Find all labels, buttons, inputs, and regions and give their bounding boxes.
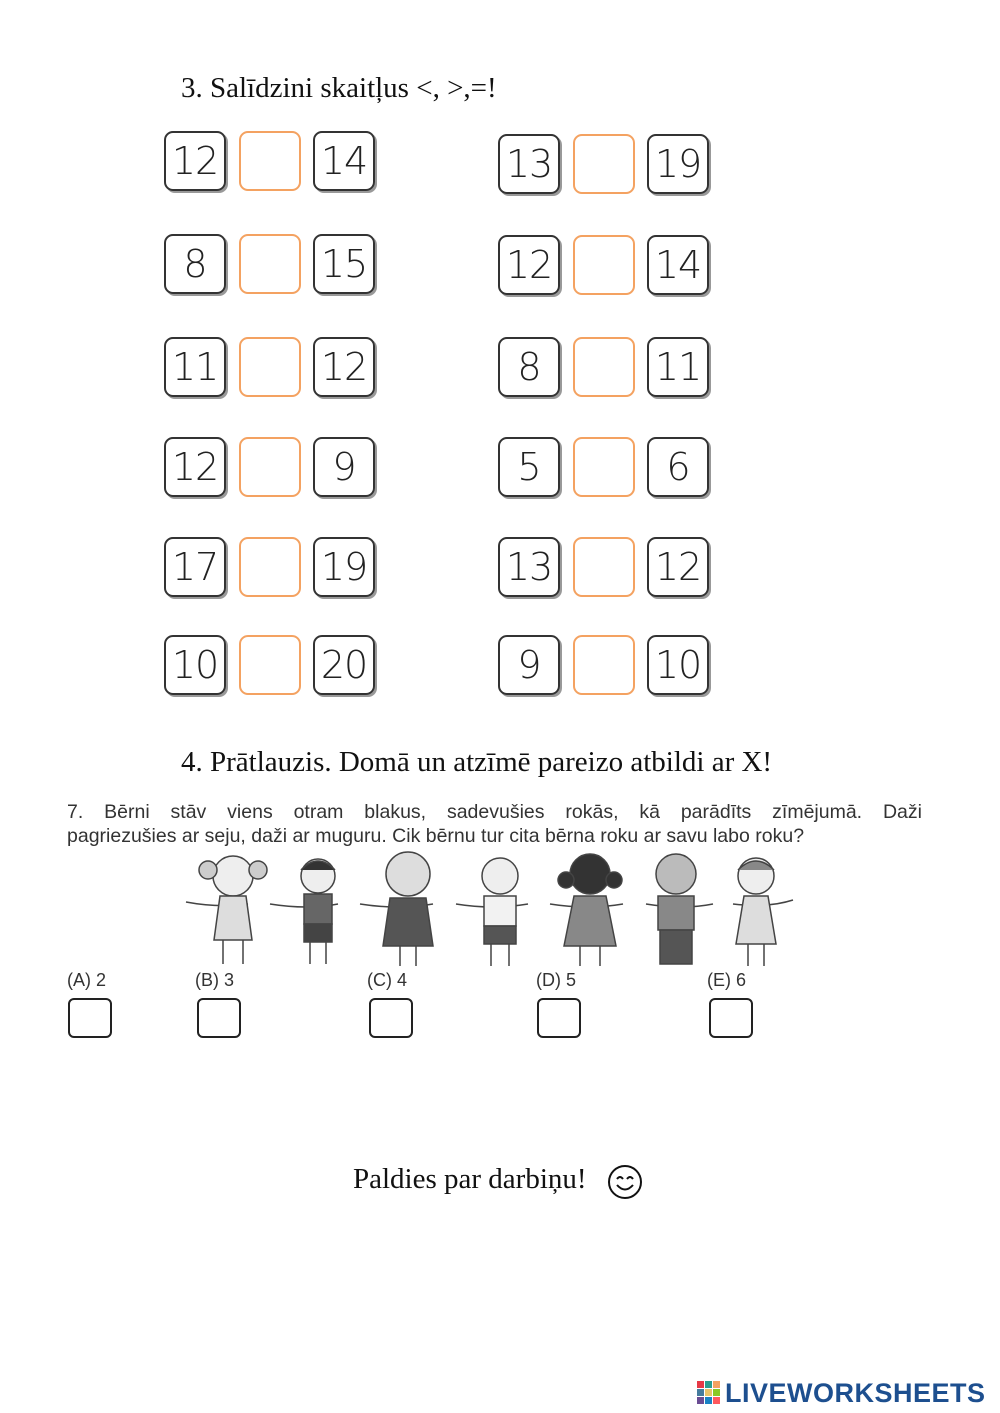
comparison-answer-input[interactable]: [573, 437, 635, 497]
number-box: 12: [313, 337, 375, 397]
number-box: 14: [313, 131, 375, 191]
comparison-answer-input[interactable]: [573, 337, 635, 397]
number-box: 11: [164, 337, 226, 397]
comparison-answer-input[interactable]: [239, 131, 301, 191]
option-e-checkbox[interactable]: [709, 998, 753, 1038]
number-box: 13: [498, 537, 560, 597]
exercise4-title: 4. Prātlauzis. Domā un atzīmē pareizo atbildi ar X!: [181, 746, 773, 778]
comparison-answer-input[interactable]: [573, 635, 635, 695]
question-line-2: pagriezušies ar seju, daži ar muguru. Cik bērnu tur cita bērna roku ar savu labo roku?: [67, 825, 805, 847]
comparison-answer-input[interactable]: [239, 635, 301, 695]
liveworksheets-logo[interactable]: [697, 1376, 986, 1410]
number-box: 9: [498, 635, 560, 695]
option-a-label: (A) 2: [67, 970, 107, 990]
number-box: 8: [164, 234, 226, 294]
number-box: 15: [313, 234, 375, 294]
option-b-checkbox[interactable]: [197, 998, 241, 1038]
number-box: 8: [498, 337, 560, 397]
children-holding-hands-illustration: [178, 848, 798, 972]
brand-name: LIVEWORKSHEETS: [725, 1377, 986, 1408]
number-box: 12: [647, 537, 709, 597]
question-line-1: 7. Bērni stāv viens otram blakus, sadevušies rokās, kā parādīts zīmējumā. Daži: [67, 801, 922, 823]
number-box: 6: [647, 437, 709, 497]
option-c-label: (C) 4: [367, 970, 407, 990]
number-box: 14: [647, 235, 709, 295]
number-box: 10: [164, 635, 226, 695]
number-box: 19: [313, 537, 375, 597]
comparison-answer-input[interactable]: [573, 537, 635, 597]
number-box: 9: [313, 437, 375, 497]
comparison-answer-input[interactable]: [239, 234, 301, 294]
option-d-checkbox[interactable]: [537, 998, 581, 1038]
number-box: 12: [164, 437, 226, 497]
comparison-answer-input[interactable]: [573, 134, 635, 194]
option-d-label: (D) 5: [536, 970, 576, 990]
exercise3-title: 3. Salīdzini skaitļus <, >,=!: [181, 72, 497, 104]
number-box: 11: [647, 337, 709, 397]
comparison-answer-input[interactable]: [239, 537, 301, 597]
smiley-icon: [607, 1164, 643, 1200]
number-box: 12: [164, 131, 226, 191]
option-c-checkbox[interactable]: [369, 998, 413, 1038]
option-a-checkbox[interactable]: [68, 998, 112, 1038]
comparison-answer-input[interactable]: [573, 235, 635, 295]
comparison-answer-input[interactable]: [239, 337, 301, 397]
option-b-label: (B) 3: [195, 970, 235, 990]
number-box: 13: [498, 134, 560, 194]
riddle-question: [67, 800, 922, 848]
number-box: 20: [313, 635, 375, 695]
number-box: 17: [164, 537, 226, 597]
number-box: 12: [498, 235, 560, 295]
option-e-label: (E) 6: [707, 970, 747, 990]
liveworksheets-logo-icon: [697, 1381, 721, 1405]
thank-you-text: Paldies par darbiņu!: [353, 1163, 587, 1195]
comparison-answer-input[interactable]: [239, 437, 301, 497]
number-box: 5: [498, 437, 560, 497]
number-box: 10: [647, 635, 709, 695]
number-box: 19: [647, 134, 709, 194]
